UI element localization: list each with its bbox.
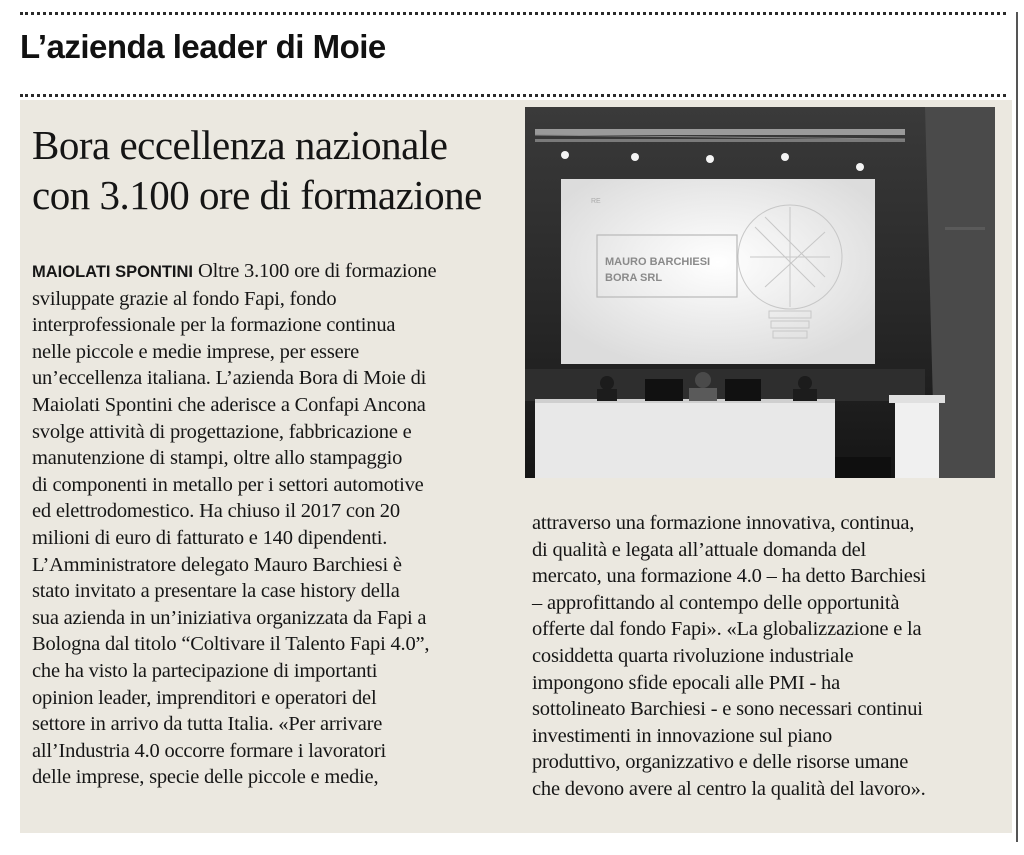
- body-line: di componenti in metallo per i settori automotive: [32, 473, 424, 496]
- body-line: delle imprese, specie delle piccole e medie,: [32, 766, 379, 789]
- speaker: [798, 376, 812, 390]
- body-line: milioni di euro di fatturato e 140 dipendenti.: [32, 526, 388, 549]
- stage-light: [781, 153, 789, 161]
- conference-photo: [525, 107, 995, 478]
- body-line: investimenti in innovazione sul piano: [532, 724, 833, 747]
- body-line: all’Industria 4.0 occorre formare i lavoratori: [32, 739, 386, 762]
- body-line: interprofessionale per la formazione continua: [32, 314, 396, 337]
- section-title: L’azienda leader di Moie: [20, 28, 386, 65]
- headline-line-2: con 3.100 ore di formazione: [32, 172, 482, 218]
- screen-logo-text: RE: [591, 198, 601, 205]
- stage-light: [631, 153, 639, 161]
- body-line: L’Amministratore delegato Mauro Barchiesi è: [32, 553, 402, 576]
- body-line: – approfittando al contempo delle opportunità: [532, 591, 900, 614]
- body-line: attraverso una formazione innovativa, continua,: [532, 512, 915, 534]
- lead-line: [32, 258, 436, 286]
- podium: [895, 399, 939, 478]
- stage-light: [706, 155, 714, 163]
- speaker: [695, 372, 711, 388]
- body-line: offerte dal fondo Fapi». «La globalizzazione e la: [532, 618, 922, 641]
- body-line: mercato, una formazione 4.0 – ha detto Barchiesi: [532, 565, 926, 588]
- body-line: cosiddetta quarta rivoluzione industriale: [532, 644, 854, 667]
- body-line: stato invitato a presentare la case history della: [32, 580, 400, 603]
- screen-name-text: MAURO BARCHIESI: [605, 256, 711, 268]
- page-edge-rule: [1016, 12, 1018, 842]
- title-dotted-rule: [20, 94, 1006, 97]
- body-line: Maiolati Spontini che aderisce a Confapi Ancona: [32, 393, 426, 416]
- body-line: che ha visto la partecipazione di importanti: [32, 659, 378, 682]
- body-line: settore in arrivo da tutta Italia. «Per arrivare: [32, 713, 383, 736]
- body-line: un’eccellenza italiana. L’azienda Bora di Moie di: [32, 367, 427, 390]
- speaker: [600, 376, 614, 390]
- body-line: sviluppate grazie al fondo Fapi, fondo: [32, 287, 337, 310]
- speaker-table: [535, 401, 835, 478]
- body-line: sottolineato Barchiesi - e sono necessari continui: [532, 698, 923, 721]
- stage-light: [561, 151, 569, 159]
- conference-photo-image: [525, 107, 995, 478]
- lead-text: Oltre 3.100 ore di formazione: [197, 260, 437, 282]
- body-line: di qualità e legata all’attuale domanda del: [532, 538, 867, 561]
- top-dotted-rule: [20, 12, 1006, 15]
- body-line: ed elettrodomestico. Ha chiuso il 2017 con 20: [32, 500, 400, 523]
- body-line: Bologna dal titolo “Coltivare il Talento Fapi 4.0”,: [32, 633, 430, 656]
- article-body-right-column: [532, 510, 926, 803]
- body-line: nelle piccole e medie imprese, per essere: [32, 340, 360, 363]
- headline-line-1: Bora eccellenza nazionale: [32, 122, 448, 168]
- article-body-left-column: [32, 258, 436, 791]
- dateline: MAIOLATI SPONTINI: [32, 263, 194, 281]
- body-line: manutenzione di stampi, oltre allo stampaggio: [32, 447, 403, 470]
- body-line: impongono sfide epocali alle PMI - ha: [532, 671, 840, 694]
- stage-light: [856, 163, 864, 171]
- body-line: sua azienda in un’iniziativa organizzata da Fapi a: [32, 606, 427, 629]
- article-headline: [32, 120, 512, 220]
- body-line: che devono avere al centro la qualità del lavoro».: [532, 777, 926, 800]
- screen-company-text: BORA SRL: [605, 272, 663, 284]
- body-line: produttivo, organizzativo e delle risorse umane: [532, 751, 909, 774]
- body-line: opinion leader, imprenditori e operatori del: [32, 686, 377, 709]
- body-line: svolge attività di progettazione, fabbricazione e: [32, 420, 412, 443]
